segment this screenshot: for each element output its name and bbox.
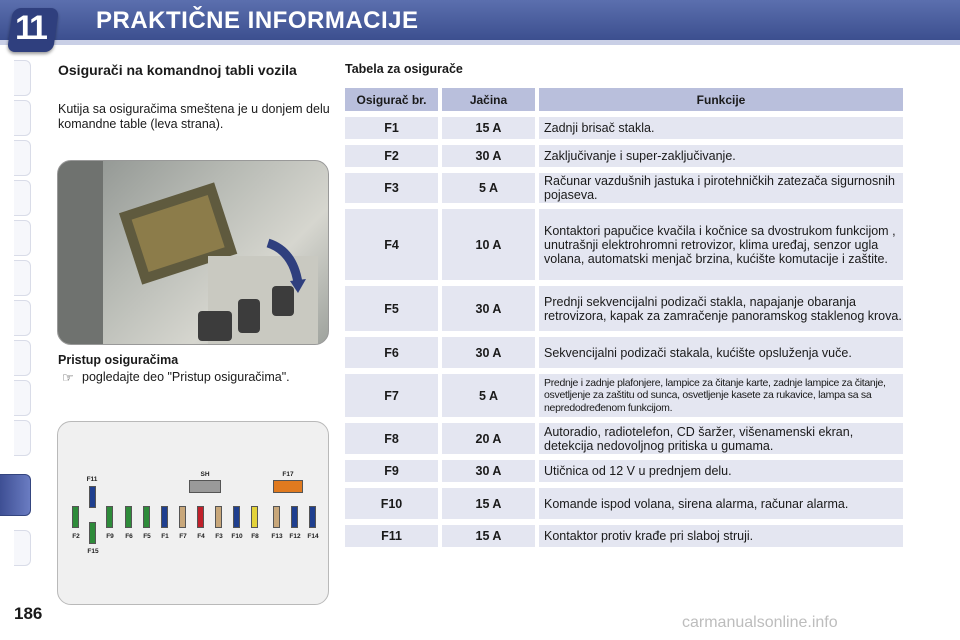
chapter-tab[interactable] xyxy=(14,220,31,256)
fuse-f2 xyxy=(72,506,79,528)
pointing-hand-icon: ☞ xyxy=(62,370,74,385)
fuse-f15 xyxy=(89,522,96,544)
table-cell-amp: 30 A xyxy=(442,286,535,331)
table-cell-amp: 15 A xyxy=(442,117,535,139)
fuse-label: F13 xyxy=(271,533,283,540)
pedal xyxy=(272,286,294,316)
fuse-f12 xyxy=(291,506,298,528)
watermark: carmanualsonline.info xyxy=(682,614,838,631)
chapter-tab[interactable] xyxy=(14,100,31,136)
table-cell-function: Prednje i zadnje plafonjere, lampice za čitanje karte, zadnje lampice za čitanje, osvetljenje za zaštitu od sunca, osvetljenje kasete za rukavice, lampa sa sa nepredodređenom funkcijom. xyxy=(539,374,903,417)
fuse-label: F9 xyxy=(106,533,114,540)
fuse-label: F3 xyxy=(215,533,223,540)
chapter-tab-active[interactable] xyxy=(0,474,31,516)
chapter-tab[interactable] xyxy=(14,340,31,376)
table-cell-amp: 15 A xyxy=(442,488,535,519)
section-text: Kutija sa osiguračima smeštena je u donjem delu komandne table (leva strana). xyxy=(58,102,330,131)
table-cell-amp: 5 A xyxy=(442,173,535,203)
chapter-tab[interactable] xyxy=(14,140,31,176)
fuse-f9 xyxy=(106,506,113,528)
fuse-label: F5 xyxy=(143,533,151,540)
table-cell-fuse: F2 xyxy=(345,145,438,167)
table-cell-fuse: F6 xyxy=(345,337,438,368)
fuse-box-photo xyxy=(57,160,329,345)
fuse-f17 xyxy=(273,480,303,493)
fuse-label: F8 xyxy=(251,533,259,540)
table-cell-amp: 20 A xyxy=(442,423,535,454)
chapter-tab[interactable] xyxy=(14,260,31,296)
fuse-f14 xyxy=(309,506,316,528)
access-text: pogledajte deo "Pristup osiguračima". xyxy=(82,370,290,384)
fuse-label: F2 xyxy=(72,533,80,540)
column-header-functions: Funkcije xyxy=(539,88,903,111)
fuse-f7 xyxy=(179,506,186,528)
fuse-f4 xyxy=(197,506,204,528)
table-cell-fuse: F10 xyxy=(345,488,438,519)
fuse-label: F12 xyxy=(289,533,301,540)
table-cell-amp: 5 A xyxy=(442,374,535,417)
fuse-box-photo-illustration xyxy=(58,161,328,344)
table-cell-fuse: F1 xyxy=(345,117,438,139)
table-cell-function: Autoradio, radiotelefon, CD šaržer, višenamenski ekran, detekcija nedovoljnog pritiska u gumama. xyxy=(539,423,903,454)
page-number: 186 xyxy=(14,604,43,623)
chapter-tab[interactable] xyxy=(14,60,31,96)
table-cell-function: Zaključivanje i super-zaključivanje. xyxy=(539,145,903,167)
table-cell-fuse: F9 xyxy=(345,460,438,482)
chapter-tab[interactable] xyxy=(14,380,31,416)
fuse-f6 xyxy=(125,506,132,528)
fuse-f11 xyxy=(89,486,96,508)
chapter-tab[interactable] xyxy=(14,300,31,336)
chapter-tab[interactable] xyxy=(14,180,31,216)
fuse-label: F1 xyxy=(161,533,169,540)
table-cell-amp: 15 A xyxy=(442,525,535,547)
fuse-f13 xyxy=(273,506,280,528)
table-cell-fuse: F7 xyxy=(345,374,438,417)
header-band xyxy=(0,40,960,45)
fuse-label-f15: F15 xyxy=(87,548,99,555)
chapter-tabs xyxy=(0,60,34,580)
fuse-f8 xyxy=(251,506,258,528)
fuse-label-f11: F11 xyxy=(86,476,98,483)
fuse-f3 xyxy=(215,506,222,528)
fuse-label: F7 xyxy=(179,533,187,540)
table-cell-function: Prednji sekvencijalni podizači stakla, napajanje obaranja retrovizora, kapak za zamračenje panoramskog staklenog krova. xyxy=(539,286,903,331)
page-title: PRAKTIČNE INFORMACIJE xyxy=(96,7,419,34)
column-header-fuse: Osigurač br. xyxy=(345,88,438,111)
access-title: Pristup osiguračima xyxy=(58,353,179,367)
fuse-label-f17: F17 xyxy=(282,471,294,478)
table-cell-amp: 10 A xyxy=(442,209,535,280)
fuse-diagram xyxy=(57,421,329,605)
fuse-label: F14 xyxy=(307,533,319,540)
section-title: Osigurači na komandnoj tabli vozila xyxy=(58,62,297,78)
table-cell-fuse: F4 xyxy=(345,209,438,280)
chapter-tab[interactable] xyxy=(14,530,31,566)
chapter-tab[interactable] xyxy=(14,420,31,456)
fuse-f10 xyxy=(233,506,240,528)
table-cell-amp: 30 A xyxy=(442,145,535,167)
table-cell-fuse: F8 xyxy=(345,423,438,454)
table-cell-function: Računar vazdušnih jastuka i pirotehničkih zatezača sigurnosnih pojaseva. xyxy=(539,173,903,203)
table-cell-amp: 30 A xyxy=(442,337,535,368)
table-cell-amp: 30 A xyxy=(442,460,535,482)
table-cell-function: Kontaktor protiv krađe pri slaboj struji. xyxy=(539,525,903,547)
shunt-sh xyxy=(189,480,221,493)
column-header-amperage: Jačina xyxy=(442,88,535,111)
table-cell-function: Komande ispod volana, sirena alarma, računar alarma. xyxy=(539,488,903,519)
table-cell-function: Kontaktori papučice kvačila i kočnice sa dvostrukom funkcijom , unutrašnji elektrohromni retrovizor, klima uređaj, senzor ugla volana, automatski menjač brzina, kućište komutacije i zaštite. xyxy=(539,209,903,280)
fuse-label: F6 xyxy=(125,533,133,540)
table-cell-fuse: F11 xyxy=(345,525,438,547)
table-cell-fuse: F3 xyxy=(345,173,438,203)
pedal xyxy=(238,299,260,333)
table-cell-function: Utičnica od 12 V u prednjem delu. xyxy=(539,460,903,482)
fuse-label: F10 xyxy=(231,533,243,540)
table-cell-function: Sekvencijalni podizači stakala, kućište opsluženja vuče. xyxy=(539,337,903,368)
fuse-f1 xyxy=(161,506,168,528)
pedal xyxy=(198,311,232,341)
fuse-label-sh: SH xyxy=(200,471,210,478)
table-title: Tabela za osigurače xyxy=(345,62,463,76)
fuse-label: F4 xyxy=(197,533,205,540)
fuse-f5 xyxy=(143,506,150,528)
chapter-number: 11 xyxy=(15,9,45,47)
table-cell-function: Zadnji brisač stakla. xyxy=(539,117,903,139)
table-cell-fuse: F5 xyxy=(345,286,438,331)
